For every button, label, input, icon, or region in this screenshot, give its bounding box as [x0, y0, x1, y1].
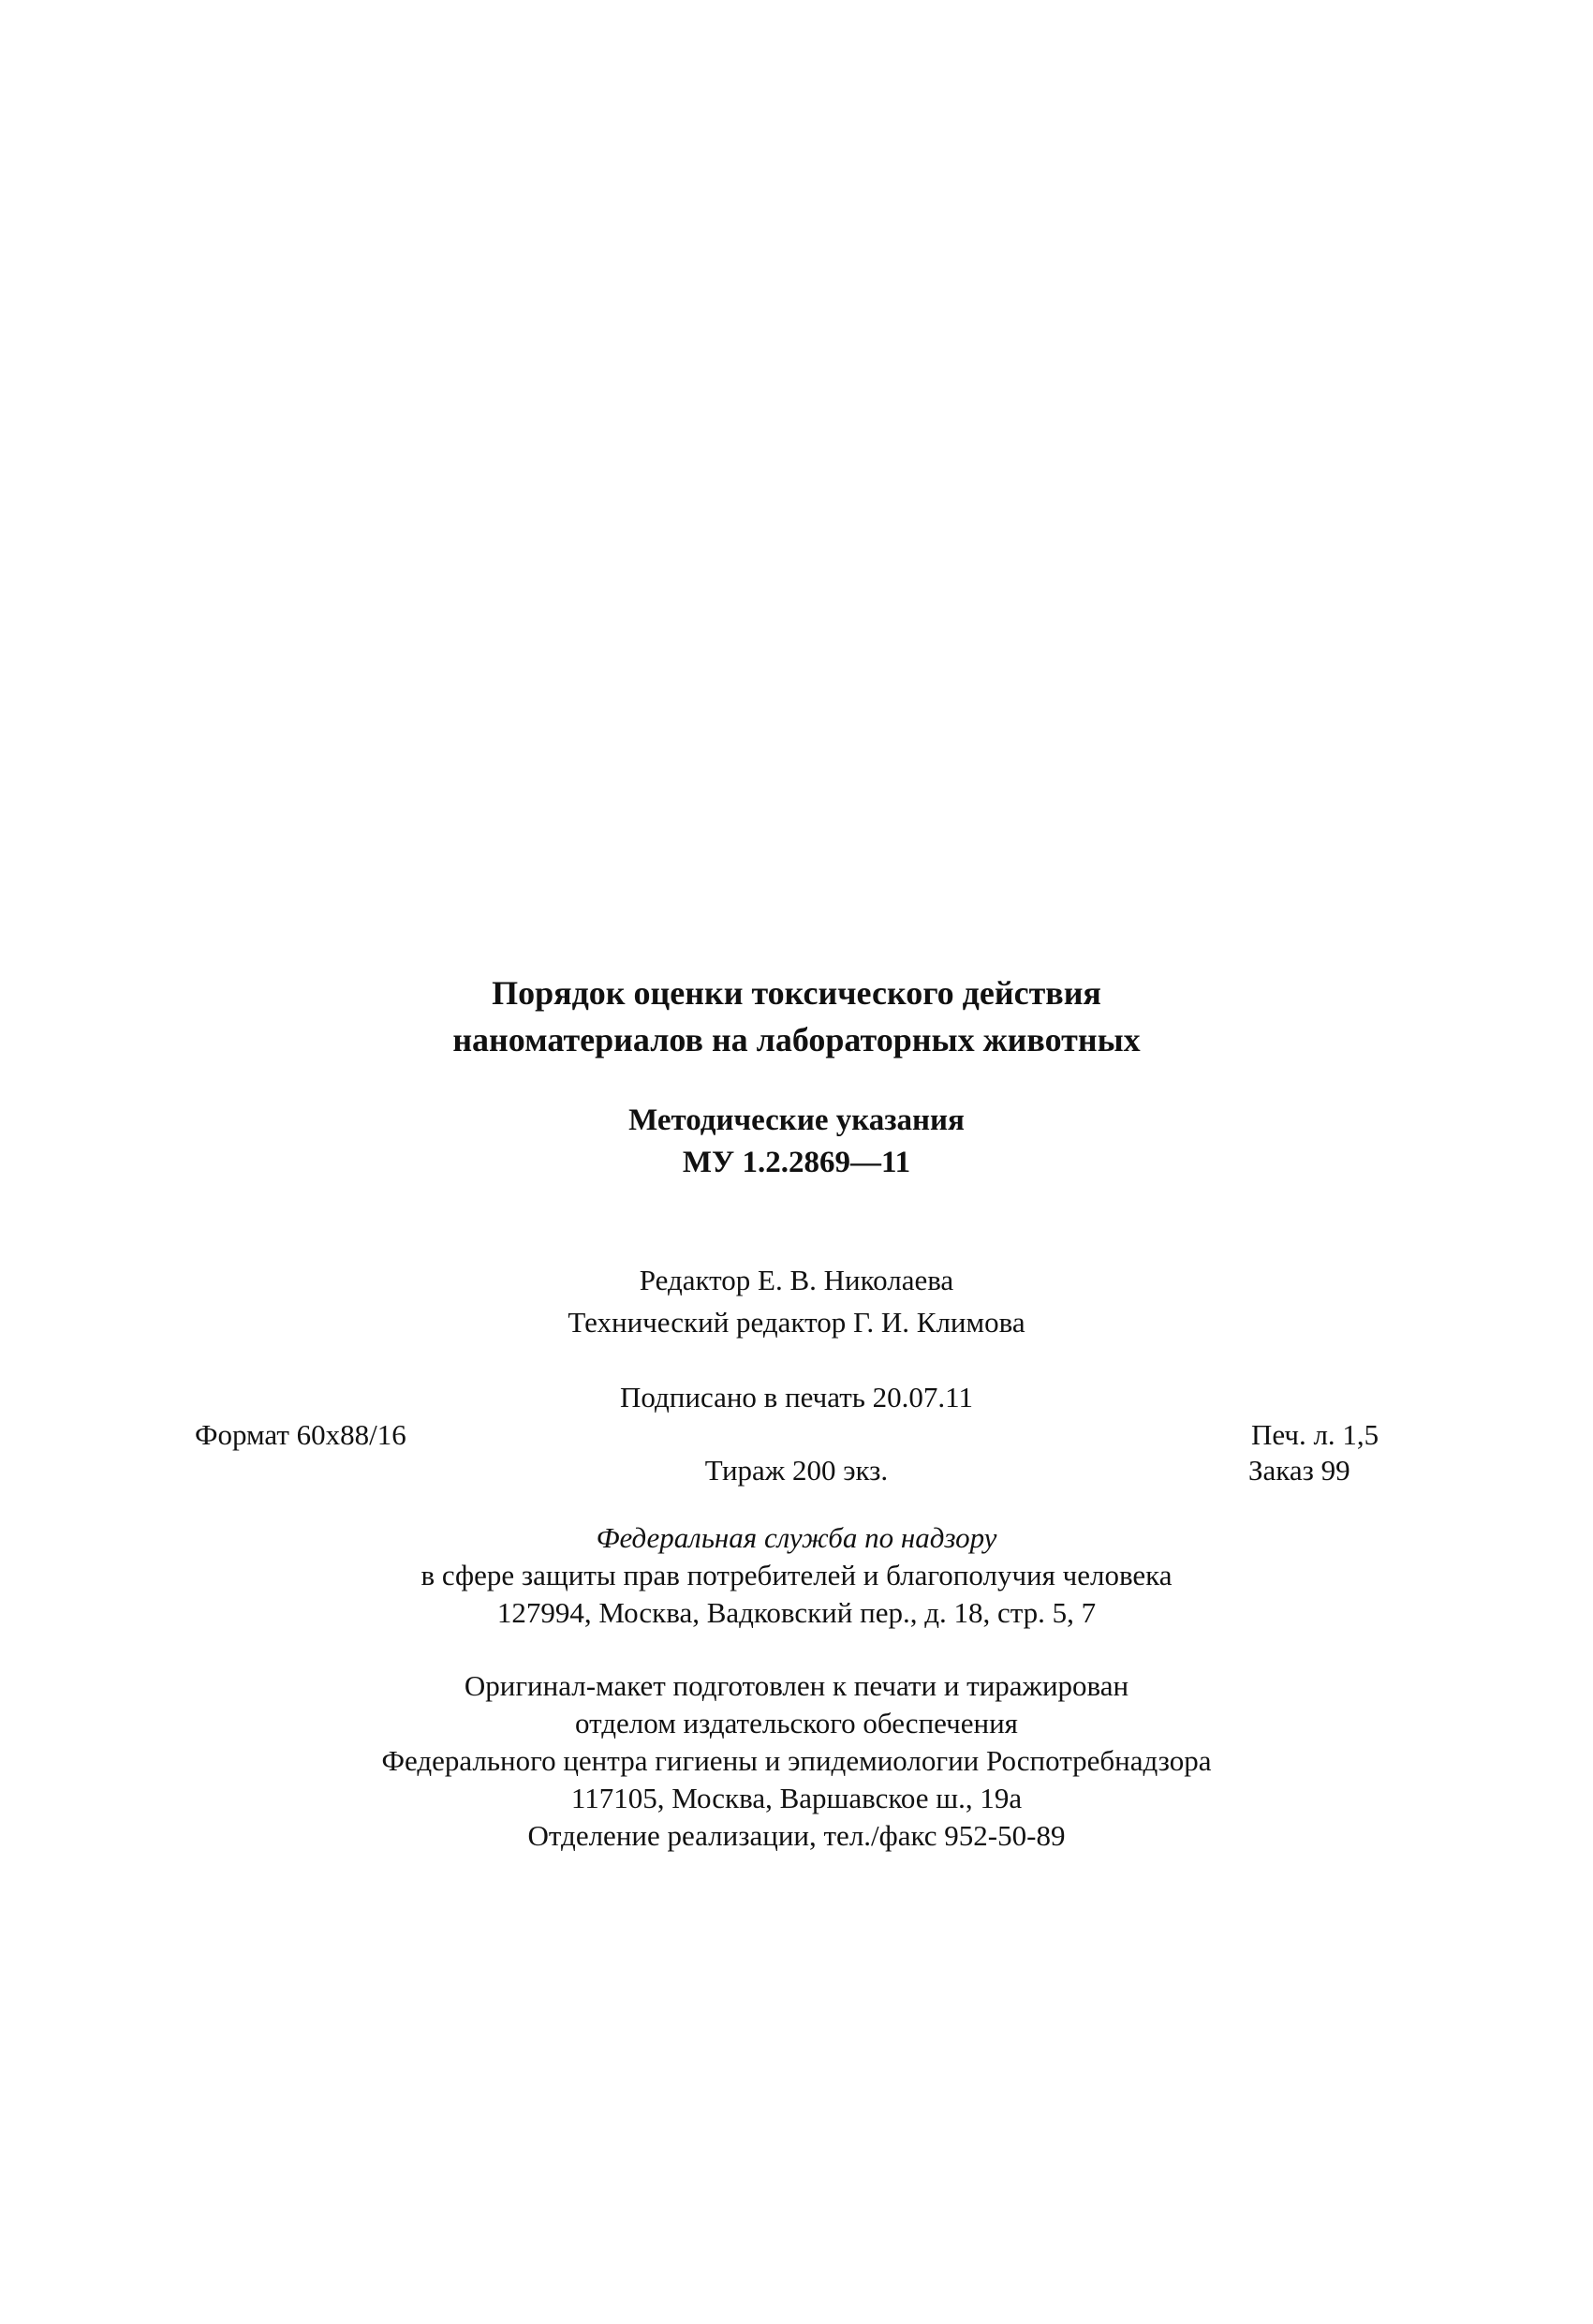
sales-department-contact: Отделение реализации, тел./факс 952-50-89 [527, 1819, 1066, 1852]
paper-format: Формат 60x88/16 [195, 1418, 406, 1451]
printed-sheets: Печ. л. 1,5 [1251, 1418, 1379, 1451]
publisher-scope: в сфере защиты прав потребителей и благополучия человека [420, 1559, 1173, 1591]
editor-name: Редактор Е. В. Николаева [639, 1264, 954, 1296]
document-type-label: Методические указания [628, 1103, 965, 1137]
printer-line-1: Оригинал-макет подготовлен к печати и тиражирован [464, 1669, 1129, 1702]
publisher-name: Федеральная служба по надзору [596, 1521, 997, 1554]
technical-editor-name: Технический редактор Г. И. Климова [568, 1306, 1025, 1339]
signed-for-print: Подписано в печать 20.07.11 [620, 1381, 973, 1414]
printer-line-2: отделом издательского обеспечения [575, 1707, 1018, 1739]
circulation: Тираж 200 экз. [704, 1454, 889, 1487]
document-title-line-1: Порядок оценки токсического действия [492, 974, 1101, 1012]
document-title-line-2: наноматериалов на лабораторных животных [452, 1021, 1141, 1058]
printer-address: 117105, Москва, Варшавское ш., 19а [570, 1782, 1023, 1814]
document-code: МУ 1.2.2869—11 [682, 1146, 911, 1179]
printer-line-3: Федерального центра гигиены и эпидемиологии Роспотребнадзора [381, 1744, 1212, 1777]
publisher-address: 127994, Москва, Вадковский пер., д. 18, стр. 5, 7 [496, 1596, 1097, 1629]
order-number: Заказ 99 [1248, 1454, 1350, 1487]
